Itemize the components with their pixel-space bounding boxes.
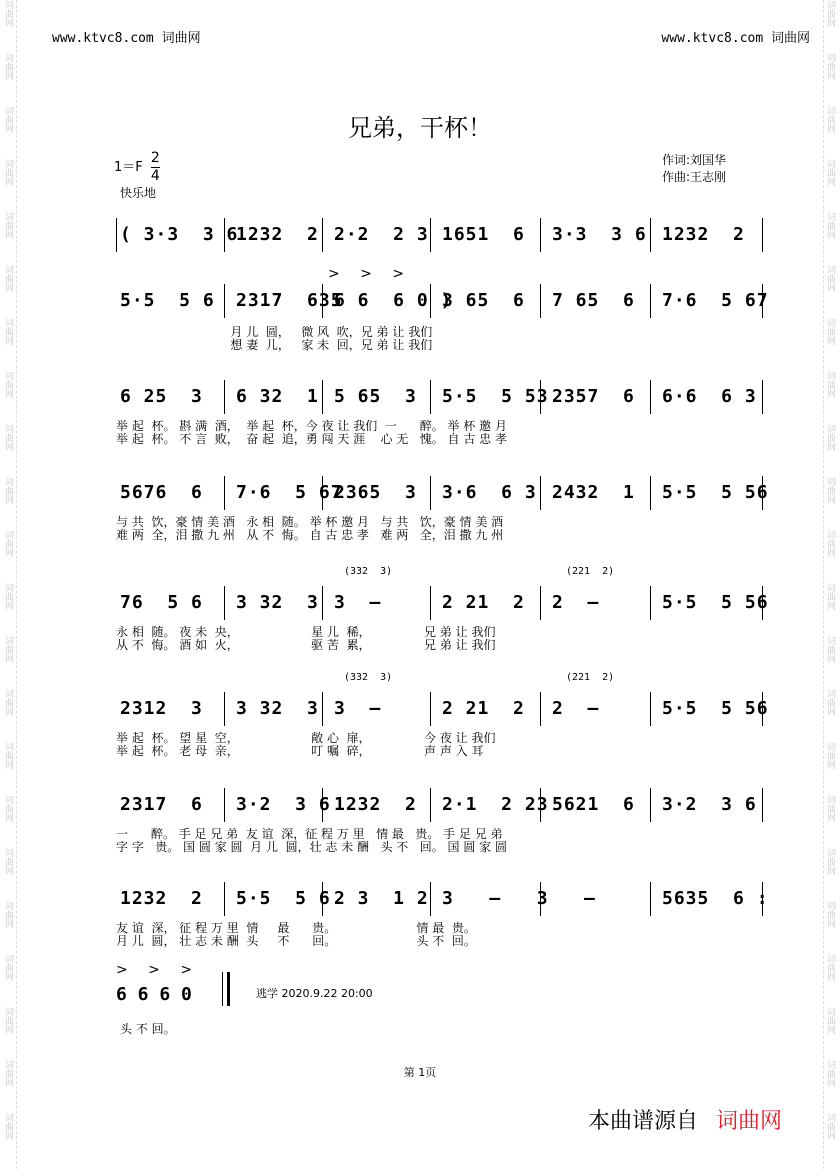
measure: 5 65 3	[334, 386, 417, 407]
lyrics-block	[116, 516, 764, 542]
side-watermark-right	[823, 0, 838, 1169]
barline	[224, 586, 225, 620]
side-watermark-text: 词曲网	[825, 742, 835, 769]
song-title: 兄弟，干杯！	[348, 114, 492, 142]
measure: 1232 2	[236, 224, 319, 245]
measure: 1651 6	[442, 224, 525, 245]
side-watermark-text: 词曲网	[3, 1060, 13, 1087]
barline	[430, 788, 431, 822]
lyric-line: 举 起 杯。 老 母 亲， 叮 嘱 碎， 声 声 入 耳	[116, 744, 484, 758]
barline	[224, 380, 225, 414]
measure: 6 6 6 0 )	[334, 290, 453, 311]
time-signature-numerator: 2	[150, 150, 160, 166]
side-watermark-text: 词曲网	[825, 795, 835, 822]
barline	[650, 380, 651, 414]
measure: 5·5 5 53	[442, 386, 549, 407]
side-watermark-text: 词曲网	[825, 371, 835, 398]
measure: 2 21 2	[442, 698, 525, 719]
barline	[650, 284, 651, 318]
measure: 1232 2	[334, 794, 417, 815]
site-url-right[interactable]: www.ktvc8.com 词曲网	[661, 31, 810, 46]
grace-notes: (221 2)	[566, 672, 615, 683]
side-watermark-text: 词曲网	[825, 583, 835, 610]
measure: 3 —	[334, 698, 382, 719]
lyric-line: 难 两 全，泪 撒 九 州 从 不 悔。 自 古 忠 孝 难 两 全，泪 撒 九 州	[116, 528, 504, 542]
barline	[650, 788, 651, 822]
score-row	[116, 280, 769, 328]
page-number: 第 1页	[403, 1066, 437, 1079]
barline	[540, 476, 541, 510]
measure: 3 —	[334, 592, 382, 613]
lyric-line: 友 谊 深， 征 程 万 里 情 最 贵。 情 最 贵。	[116, 921, 476, 935]
measure: 5·5 5 6	[120, 290, 215, 311]
side-watermark-text: 词曲网	[3, 106, 13, 133]
measure: 1232 2	[120, 888, 203, 909]
measure: 2357 6	[552, 386, 635, 407]
key-label: 1＝F	[114, 160, 143, 175]
side-watermark-text: 词曲网	[3, 477, 13, 504]
composer-credit: 作曲:王志刚	[662, 170, 727, 184]
measure: 2 3 1 2	[334, 888, 429, 909]
side-watermark-text: 词曲网	[825, 159, 835, 186]
side-watermark-text: 词曲网	[825, 689, 835, 716]
measure: 5·5 5 56	[662, 698, 769, 719]
lyrics-block	[116, 828, 764, 854]
side-watermark-text: 词曲网	[3, 795, 13, 822]
measure: 2 —	[552, 698, 600, 719]
accent-marks: > > >	[116, 962, 201, 978]
side-watermark-text: 词曲网	[3, 583, 13, 610]
barline	[430, 476, 431, 510]
measure: 7·6 5 67	[662, 290, 769, 311]
notes-line	[116, 472, 769, 520]
side-watermark-text: 词曲网	[3, 159, 13, 186]
measure: ( 3·3 3 6	[120, 224, 239, 245]
notes-line	[116, 688, 769, 736]
side-watermark-text: 词曲网	[825, 1113, 835, 1140]
side-watermark-text: 词曲网	[825, 1060, 835, 1087]
measure: 3·2 3 6	[236, 794, 331, 815]
lyric-line: 一 醉。 手 足 兄 弟 友 谊 深，征 程 万 里 情 最 贵。 手 足 兄 弟	[116, 827, 503, 841]
lyric-line: 永 相 随。 夜 未 央， 星 儿 稀， 兄 弟 让 我们	[116, 625, 496, 639]
measure: 2365 3	[334, 482, 417, 503]
side-watermark-left	[2, 0, 17, 1169]
side-watermark-text: 词曲网	[3, 53, 13, 80]
measure: 3 32 3	[236, 592, 319, 613]
side-watermark-text: 词曲网	[3, 954, 13, 981]
barline	[224, 882, 225, 916]
measure: 3·6 6 3	[442, 482, 537, 503]
side-watermark-text: 词曲网	[825, 530, 835, 557]
side-watermark-text: 词曲网	[825, 212, 835, 239]
barline	[430, 218, 431, 252]
side-watermark-text: 词曲网	[825, 954, 835, 981]
lyrics-block	[116, 420, 764, 446]
notes-line	[116, 280, 769, 328]
notes-line	[116, 878, 769, 926]
barline	[430, 586, 431, 620]
barline	[430, 380, 431, 414]
measure: 3 — 3 —	[442, 888, 596, 909]
notes-line	[116, 784, 764, 832]
score-row	[116, 688, 769, 736]
side-watermark-text: 词曲网	[825, 53, 835, 80]
side-watermark-text: 词曲网	[3, 530, 13, 557]
key-signature	[114, 150, 160, 185]
barline	[762, 218, 763, 252]
source-prefix: 本曲谱源自	[587, 1109, 698, 1134]
measure: 6·6 6 3	[662, 386, 757, 407]
measure: 2432 1	[552, 482, 635, 503]
measure: 6 32 1	[236, 386, 319, 407]
final-barline	[222, 972, 230, 1006]
measure: 3·2 3 6	[662, 794, 757, 815]
barline	[322, 218, 323, 252]
barline	[650, 218, 651, 252]
side-watermark-text: 词曲网	[825, 848, 835, 875]
lyrics-block	[116, 922, 764, 948]
lyric-line: 举 起 杯。 望 星 空， 敞 心 扉， 今 夜 让 我们	[116, 731, 496, 745]
side-watermark-text: 词曲网	[825, 265, 835, 292]
lyric-line: 举 起 杯。 不 言 败， 奋 起 追，勇 闯 天 涯 心 无 愧。 自 古 忠 孝	[116, 432, 507, 446]
barline	[540, 284, 541, 318]
measure: 6 25 3	[120, 386, 203, 407]
lyricist-credit: 作词:刘国华	[662, 153, 727, 167]
barline	[540, 586, 541, 620]
side-watermark-text: 词曲网	[3, 424, 13, 451]
side-watermark-text: 词曲网	[825, 901, 835, 928]
lyric-line: 月 儿 圆， 壮 志 未 酬 头 不 回。 头 不 回。	[116, 934, 476, 948]
measure: 7·6 5 67	[236, 482, 343, 503]
measure: 2312 3	[120, 698, 203, 719]
barline	[322, 586, 323, 620]
side-watermark-text: 词曲网	[825, 636, 835, 663]
barline	[116, 218, 117, 252]
side-watermark-text: 词曲网	[3, 1007, 13, 1034]
barline	[650, 586, 651, 620]
side-watermark-text: 词曲网	[3, 371, 13, 398]
barline	[650, 476, 651, 510]
measure: 3 32 3	[236, 698, 319, 719]
side-watermark-text: 词曲网	[825, 477, 835, 504]
side-watermark-text: 词曲网	[825, 106, 835, 133]
measure: 3·3 3 6	[552, 224, 647, 245]
barline	[762, 380, 763, 414]
time-signature	[151, 150, 160, 185]
score-row	[116, 472, 769, 520]
side-watermark-text: 词曲网	[3, 265, 13, 292]
side-watermark-text: 词曲网	[3, 742, 13, 769]
side-watermark-text: 词曲网	[3, 636, 13, 663]
measure: 2·2 2 3	[334, 224, 429, 245]
score-row	[116, 582, 769, 630]
measure: 5676 6	[120, 482, 203, 503]
measure: 2·1 2 23	[442, 794, 549, 815]
lyric-line: 想 妻 儿， 家 未 回，兄 弟 让 我们	[116, 338, 433, 352]
lyric-line: 从 不 悔。 酒 如 火， 驱 苦 累， 兄 弟 让 我们	[116, 638, 496, 652]
notes-line	[116, 214, 764, 262]
lyric-line: 与 共 饮，豪 情 美 酒 永 相 随。 举 杯 邀 月 与 共 饮，豪 情 美 酒	[116, 515, 504, 529]
score-row	[116, 214, 764, 262]
accent-marks: > > >	[328, 266, 413, 282]
side-watermark-text: 词曲网	[3, 901, 13, 928]
grace-notes: (332 3)	[344, 672, 393, 683]
side-watermark-text: 词曲网	[3, 848, 13, 875]
barline	[322, 380, 323, 414]
site-url-left[interactable]: www.ktvc8.com 词曲网	[52, 31, 201, 46]
barline	[540, 218, 541, 252]
measure: 2 —	[552, 592, 600, 613]
lyric-line: 举 起 杯。 斟 满 酒， 举 起 杯，今 夜 让 我们 一 醉。 举 杯 邀 月	[116, 419, 507, 433]
final-lyric: 头 不 回。	[120, 1022, 176, 1036]
side-watermark-text: 词曲网	[825, 0, 835, 27]
side-watermark-text: 词曲网	[3, 689, 13, 716]
measure: 3 65 6	[442, 290, 525, 311]
side-watermark-text: 词曲网	[3, 318, 13, 345]
ending-notes: 6 6 6 0	[116, 984, 192, 1005]
side-watermark-text: 词曲网	[3, 0, 13, 27]
score-row	[116, 376, 764, 424]
credits	[662, 152, 726, 186]
notes-line	[116, 582, 769, 630]
measure: 76 5 6	[120, 592, 203, 613]
score-row	[116, 878, 769, 926]
measure: 5621 6	[552, 794, 635, 815]
score-row	[116, 784, 764, 832]
signature-date: 逃学 2020.9.22 20:00	[256, 987, 373, 1000]
source-brand[interactable]: 词曲网	[715, 1109, 782, 1134]
measure: 5·5 5 6	[236, 888, 331, 909]
barline	[224, 692, 225, 726]
side-watermark-text: 词曲网	[3, 1113, 13, 1140]
measure: 1232 2	[662, 224, 745, 245]
lyrics-block	[116, 326, 764, 352]
side-watermark-text: 词曲网	[825, 318, 835, 345]
measure: 5·5 5 56	[662, 592, 769, 613]
barline	[224, 788, 225, 822]
source-footer[interactable]	[588, 1104, 782, 1135]
barline	[430, 882, 431, 916]
tempo-marking: 快乐地	[120, 186, 157, 200]
lyrics-block	[116, 732, 764, 758]
measure: 5·5 5 56	[662, 482, 769, 503]
measure: 2 21 2	[442, 592, 525, 613]
measure: 7 65 6	[552, 290, 635, 311]
barline	[224, 476, 225, 510]
barline	[650, 692, 651, 726]
measure: 5635 6 :	[662, 888, 769, 909]
barline	[430, 692, 431, 726]
barline	[224, 284, 225, 318]
grace-notes: (332 3)	[344, 566, 393, 577]
side-watermark-text: 词曲网	[3, 212, 13, 239]
grace-notes: (221 2)	[566, 566, 615, 577]
barline	[650, 882, 651, 916]
notes-line	[116, 376, 764, 424]
barline	[540, 692, 541, 726]
measure: 2317 6	[120, 794, 203, 815]
lyrics-block	[116, 626, 764, 652]
lyric-line: 字 字 贵。 国 圆 家 圆 月 儿 圆，壮 志 未 酬 头 不 回。 国 圆 家 圆	[116, 840, 507, 854]
side-watermark-text: 词曲网	[825, 1007, 835, 1034]
side-watermark-text: 词曲网	[825, 424, 835, 451]
barline	[322, 692, 323, 726]
lyric-line: 月 儿 圆， 微 风 吹，兄 弟 让 我们	[116, 325, 433, 339]
time-signature-denominator: 4	[150, 168, 160, 184]
barline	[762, 788, 763, 822]
measure: 2317 635	[236, 290, 343, 311]
